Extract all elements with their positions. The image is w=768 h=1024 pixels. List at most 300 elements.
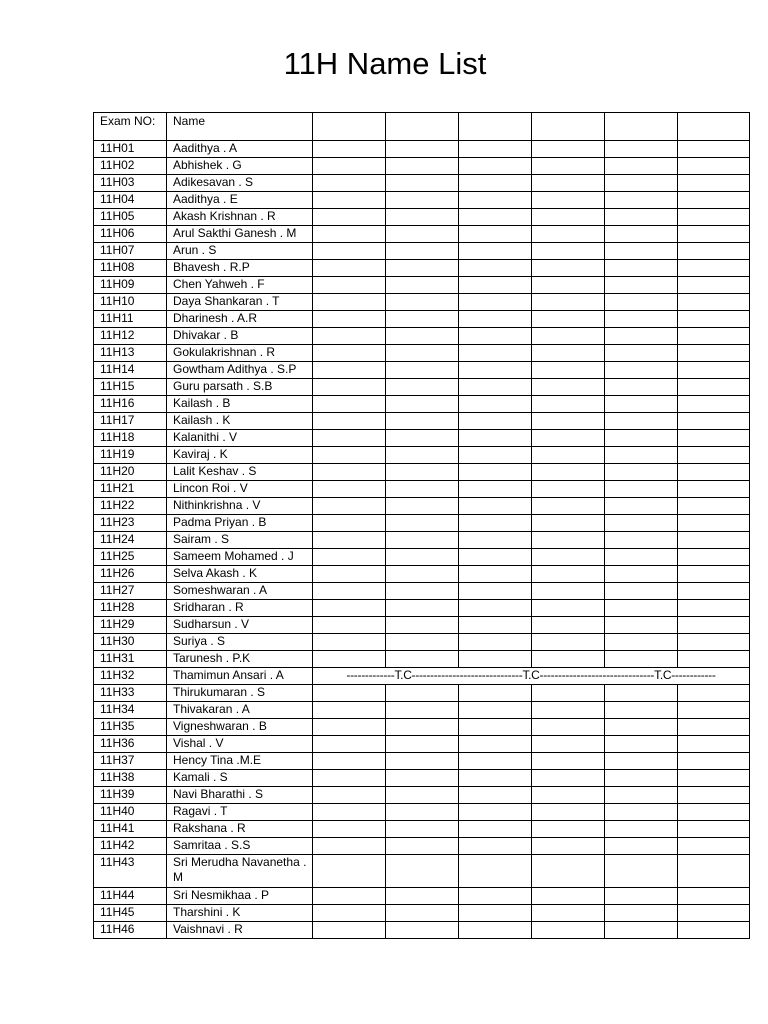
blank-cell bbox=[532, 209, 605, 226]
blank-cell bbox=[313, 770, 386, 787]
table-row bbox=[94, 838, 750, 855]
blank-cell bbox=[678, 770, 750, 787]
table-row bbox=[94, 243, 750, 260]
blank-cell bbox=[678, 804, 750, 821]
blank-cell bbox=[313, 838, 386, 855]
name-cell: Navi Bharathi . S bbox=[167, 787, 313, 804]
blank-cell bbox=[678, 855, 750, 888]
blank-cell bbox=[605, 430, 678, 447]
table-row bbox=[94, 396, 750, 413]
name-cell: Kamali . S bbox=[167, 770, 313, 787]
blank-cell bbox=[605, 481, 678, 498]
name-cell: Sri Nesmikhaa . P bbox=[167, 888, 313, 905]
exam-no-cell: 11H21 bbox=[94, 481, 167, 498]
blank-cell bbox=[386, 141, 459, 158]
name-list-table bbox=[93, 112, 750, 939]
header-name: Name bbox=[167, 113, 313, 141]
blank-cell bbox=[459, 430, 532, 447]
blank-cell bbox=[605, 922, 678, 939]
blank-cell bbox=[678, 821, 750, 838]
blank-cell bbox=[313, 702, 386, 719]
blank-cell bbox=[459, 804, 532, 821]
blank-cell bbox=[313, 634, 386, 651]
table-row bbox=[94, 175, 750, 192]
blank-cell bbox=[386, 617, 459, 634]
name-cell: Thirukumaran . S bbox=[167, 685, 313, 702]
blank-cell bbox=[386, 158, 459, 175]
name-cell: Rakshana . R bbox=[167, 821, 313, 838]
blank-cell bbox=[532, 922, 605, 939]
blank-cell bbox=[605, 277, 678, 294]
blank-cell bbox=[605, 821, 678, 838]
blank-cell bbox=[386, 498, 459, 515]
name-cell: Arul Sakthi Ganesh . M bbox=[167, 226, 313, 243]
blank-cell bbox=[678, 702, 750, 719]
exam-no-cell: 11H17 bbox=[94, 413, 167, 430]
blank-cell bbox=[678, 226, 750, 243]
name-cell: Tarunesh . P.K bbox=[167, 651, 313, 668]
blank-cell bbox=[605, 804, 678, 821]
blank-cell bbox=[678, 905, 750, 922]
exam-no-cell: 11H46 bbox=[94, 922, 167, 939]
blank-cell bbox=[313, 583, 386, 600]
blank-cell bbox=[386, 651, 459, 668]
blank-cell bbox=[459, 481, 532, 498]
blank-cell bbox=[605, 685, 678, 702]
blank-cell bbox=[386, 787, 459, 804]
blank-cell bbox=[459, 345, 532, 362]
exam-no-cell: 11H27 bbox=[94, 583, 167, 600]
blank-cell bbox=[459, 719, 532, 736]
blank-cell bbox=[532, 345, 605, 362]
exam-no-cell: 11H37 bbox=[94, 753, 167, 770]
blank-cell bbox=[532, 532, 605, 549]
blank-cell bbox=[386, 294, 459, 311]
table-row bbox=[94, 922, 750, 939]
blank-cell bbox=[605, 617, 678, 634]
blank-cell bbox=[532, 311, 605, 328]
blank-cell bbox=[678, 447, 750, 464]
blank-cell bbox=[386, 770, 459, 787]
exam-no-cell: 11H23 bbox=[94, 515, 167, 532]
blank-cell bbox=[313, 922, 386, 939]
blank-cell bbox=[532, 855, 605, 888]
blank-cell bbox=[532, 566, 605, 583]
table-row bbox=[94, 192, 750, 209]
blank-cell bbox=[459, 651, 532, 668]
blank-cell bbox=[313, 888, 386, 905]
blank-cell bbox=[532, 481, 605, 498]
blank-cell bbox=[678, 243, 750, 260]
name-cell: Adikesavan . S bbox=[167, 175, 313, 192]
blank-cell bbox=[532, 838, 605, 855]
blank-cell bbox=[313, 566, 386, 583]
blank-cell bbox=[605, 379, 678, 396]
table-row bbox=[94, 600, 750, 617]
blank-cell bbox=[605, 328, 678, 345]
table-row bbox=[94, 821, 750, 838]
blank-cell bbox=[532, 260, 605, 277]
table-row bbox=[94, 362, 750, 379]
page-title: 11H Name List bbox=[283, 46, 487, 81]
blank-cell bbox=[678, 209, 750, 226]
blank-cell bbox=[605, 396, 678, 413]
blank-cell bbox=[313, 787, 386, 804]
blank-cell bbox=[678, 651, 750, 668]
blank-cell bbox=[386, 736, 459, 753]
exam-no-cell: 11H43 bbox=[94, 855, 167, 888]
blank-cell bbox=[678, 600, 750, 617]
blank-cell bbox=[313, 311, 386, 328]
exam-no-cell: 11H44 bbox=[94, 888, 167, 905]
blank-cell bbox=[313, 481, 386, 498]
blank-cell bbox=[313, 736, 386, 753]
blank-cell bbox=[605, 566, 678, 583]
blank-cell bbox=[532, 328, 605, 345]
blank-cell bbox=[459, 617, 532, 634]
blank-cell bbox=[386, 430, 459, 447]
exam-no-cell: 11H03 bbox=[94, 175, 167, 192]
blank-cell bbox=[532, 702, 605, 719]
blank-cell bbox=[605, 192, 678, 209]
blank-cell bbox=[386, 362, 459, 379]
table-row bbox=[94, 294, 750, 311]
blank-cell bbox=[386, 260, 459, 277]
blank-cell bbox=[532, 498, 605, 515]
blank-cell bbox=[678, 141, 750, 158]
blank-cell bbox=[313, 804, 386, 821]
blank-cell bbox=[532, 634, 605, 651]
table-row bbox=[94, 855, 750, 888]
blank-cell bbox=[459, 821, 532, 838]
name-cell: Sameem Mohamed . J bbox=[167, 549, 313, 566]
name-cell: Padma Priyan . B bbox=[167, 515, 313, 532]
blank-cell bbox=[678, 583, 750, 600]
table-row bbox=[94, 685, 750, 702]
blank-cell bbox=[605, 855, 678, 888]
blank-cell bbox=[605, 345, 678, 362]
blank-cell bbox=[313, 158, 386, 175]
blank-cell bbox=[313, 821, 386, 838]
blank-cell bbox=[313, 515, 386, 532]
blank-cell bbox=[386, 753, 459, 770]
blank-cell bbox=[313, 905, 386, 922]
header-exam-no: Exam NO: bbox=[94, 113, 167, 141]
exam-no-cell: 11H31 bbox=[94, 651, 167, 668]
blank-cell bbox=[678, 838, 750, 855]
blank-cell bbox=[459, 413, 532, 430]
name-cell: Lalit Keshav . S bbox=[167, 464, 313, 481]
blank-cell bbox=[532, 294, 605, 311]
exam-no-cell: 11H05 bbox=[94, 209, 167, 226]
blank-cell bbox=[532, 583, 605, 600]
blank-cell bbox=[313, 175, 386, 192]
blank-cell bbox=[386, 175, 459, 192]
blank-cell bbox=[459, 532, 532, 549]
blank-cell bbox=[459, 447, 532, 464]
blank-cell bbox=[678, 396, 750, 413]
exam-no-cell: 11H45 bbox=[94, 905, 167, 922]
blank-cell bbox=[678, 328, 750, 345]
blank-cell bbox=[386, 481, 459, 498]
blank-cell bbox=[459, 175, 532, 192]
table-row bbox=[94, 481, 750, 498]
table-row bbox=[94, 277, 750, 294]
blank-cell bbox=[605, 294, 678, 311]
table-row bbox=[94, 464, 750, 481]
name-cell: Kaviraj . K bbox=[167, 447, 313, 464]
blank-cell bbox=[459, 787, 532, 804]
blank-cell bbox=[459, 888, 532, 905]
blank-cell bbox=[605, 905, 678, 922]
blank-cell bbox=[532, 888, 605, 905]
blank-cell bbox=[313, 447, 386, 464]
blank-cell bbox=[532, 617, 605, 634]
table-row bbox=[94, 888, 750, 905]
name-cell: Someshwaran . A bbox=[167, 583, 313, 600]
table-row bbox=[94, 260, 750, 277]
blank-cell bbox=[313, 260, 386, 277]
blank-cell bbox=[459, 141, 532, 158]
blank-cell bbox=[386, 243, 459, 260]
blank-cell bbox=[678, 311, 750, 328]
name-cell: Sri Merudha Navanetha . M bbox=[167, 855, 313, 888]
table-row bbox=[94, 617, 750, 634]
name-cell: Arun . S bbox=[167, 243, 313, 260]
blank-cell bbox=[678, 345, 750, 362]
blank-cell bbox=[313, 532, 386, 549]
name-cell: Thamimun Ansari . A bbox=[167, 668, 313, 685]
blank-cell bbox=[313, 226, 386, 243]
name-cell: Tharshini . K bbox=[167, 905, 313, 922]
table-row bbox=[94, 226, 750, 243]
blank-cell bbox=[605, 702, 678, 719]
blank-cell bbox=[386, 566, 459, 583]
table-row bbox=[94, 515, 750, 532]
blank-cell bbox=[532, 821, 605, 838]
blank-cell bbox=[459, 311, 532, 328]
blank-cell bbox=[313, 430, 386, 447]
blank-cell bbox=[605, 719, 678, 736]
blank-cell bbox=[386, 345, 459, 362]
name-cell: Sairam . S bbox=[167, 532, 313, 549]
blank-cell bbox=[532, 685, 605, 702]
table-row bbox=[94, 736, 750, 753]
exam-no-cell: 11H30 bbox=[94, 634, 167, 651]
name-cell: Sudharsun . V bbox=[167, 617, 313, 634]
blank-header-cell bbox=[313, 113, 386, 141]
blank-cell bbox=[532, 770, 605, 787]
header-row bbox=[94, 113, 750, 141]
exam-no-cell: 11H01 bbox=[94, 141, 167, 158]
blank-header-cell bbox=[605, 113, 678, 141]
table-row bbox=[94, 430, 750, 447]
blank-cell bbox=[605, 787, 678, 804]
blank-cell bbox=[532, 600, 605, 617]
name-cell: Chen Yahweh . F bbox=[167, 277, 313, 294]
blank-cell bbox=[313, 600, 386, 617]
blank-cell bbox=[678, 888, 750, 905]
blank-cell bbox=[532, 226, 605, 243]
blank-cell bbox=[678, 532, 750, 549]
blank-cell bbox=[313, 396, 386, 413]
blank-cell bbox=[605, 209, 678, 226]
blank-cell bbox=[532, 243, 605, 260]
exam-no-cell: 11H18 bbox=[94, 430, 167, 447]
blank-cell bbox=[313, 345, 386, 362]
blank-cell bbox=[532, 549, 605, 566]
blank-cell bbox=[605, 736, 678, 753]
blank-cell bbox=[313, 753, 386, 770]
blank-cell bbox=[386, 838, 459, 855]
blank-cell bbox=[678, 158, 750, 175]
exam-no-cell: 11H39 bbox=[94, 787, 167, 804]
name-cell: Nithinkrishna . V bbox=[167, 498, 313, 515]
blank-cell bbox=[678, 515, 750, 532]
exam-no-cell: 11H33 bbox=[94, 685, 167, 702]
blank-cell bbox=[386, 532, 459, 549]
blank-cell bbox=[459, 260, 532, 277]
blank-cell bbox=[678, 922, 750, 939]
blank-cell bbox=[386, 719, 459, 736]
blank-cell bbox=[313, 549, 386, 566]
blank-cell bbox=[459, 634, 532, 651]
blank-cell bbox=[386, 600, 459, 617]
blank-cell bbox=[459, 753, 532, 770]
exam-no-cell: 11H06 bbox=[94, 226, 167, 243]
name-cell: Selva Akash . K bbox=[167, 566, 313, 583]
exam-no-cell: 11H13 bbox=[94, 345, 167, 362]
blank-cell bbox=[313, 651, 386, 668]
blank-cell bbox=[459, 158, 532, 175]
name-cell: Ragavi . T bbox=[167, 804, 313, 821]
blank-cell bbox=[313, 379, 386, 396]
table-row bbox=[94, 804, 750, 821]
exam-no-cell: 11H09 bbox=[94, 277, 167, 294]
exam-no-cell: 11H14 bbox=[94, 362, 167, 379]
blank-cell bbox=[532, 905, 605, 922]
blank-cell bbox=[605, 600, 678, 617]
blank-cell bbox=[678, 379, 750, 396]
blank-cell bbox=[605, 362, 678, 379]
name-cell: Kalanithi . V bbox=[167, 430, 313, 447]
blank-header-cell bbox=[386, 113, 459, 141]
exam-no-cell: 11H29 bbox=[94, 617, 167, 634]
table-row bbox=[94, 719, 750, 736]
blank-cell bbox=[386, 379, 459, 396]
exam-no-cell: 11H12 bbox=[94, 328, 167, 345]
blank-cell bbox=[459, 770, 532, 787]
blank-cell bbox=[459, 209, 532, 226]
table-row bbox=[94, 311, 750, 328]
blank-cell bbox=[313, 617, 386, 634]
blank-cell bbox=[678, 192, 750, 209]
blank-cell bbox=[459, 549, 532, 566]
name-cell: Gokulakrishnan . R bbox=[167, 345, 313, 362]
blank-cell bbox=[459, 277, 532, 294]
name-cell: Vishal . V bbox=[167, 736, 313, 753]
blank-cell bbox=[605, 311, 678, 328]
blank-cell bbox=[678, 736, 750, 753]
blank-cell bbox=[678, 175, 750, 192]
exam-no-cell: 11H10 bbox=[94, 294, 167, 311]
table-row bbox=[94, 583, 750, 600]
blank-cell bbox=[313, 498, 386, 515]
exam-no-cell: 11H02 bbox=[94, 158, 167, 175]
blank-header-cell bbox=[459, 113, 532, 141]
table-row bbox=[94, 787, 750, 804]
blank-cell bbox=[386, 888, 459, 905]
blank-cell bbox=[678, 277, 750, 294]
blank-cell bbox=[459, 464, 532, 481]
blank-cell bbox=[678, 430, 750, 447]
name-cell: Vaishnavi . R bbox=[167, 922, 313, 939]
blank-cell bbox=[532, 515, 605, 532]
blank-cell bbox=[386, 583, 459, 600]
blank-cell bbox=[605, 770, 678, 787]
blank-cell bbox=[459, 838, 532, 855]
blank-cell bbox=[386, 464, 459, 481]
blank-cell bbox=[459, 192, 532, 209]
blank-cell bbox=[605, 515, 678, 532]
table-row bbox=[94, 651, 750, 668]
table-row bbox=[94, 345, 750, 362]
name-cell: Aadithya . E bbox=[167, 192, 313, 209]
name-cell: Samritaa . S.S bbox=[167, 838, 313, 855]
blank-cell bbox=[678, 753, 750, 770]
table-row bbox=[94, 209, 750, 226]
blank-cell bbox=[386, 922, 459, 939]
blank-cell bbox=[459, 922, 532, 939]
blank-cell bbox=[386, 311, 459, 328]
blank-cell bbox=[678, 685, 750, 702]
blank-cell bbox=[313, 294, 386, 311]
blank-cell bbox=[386, 685, 459, 702]
exam-no-cell: 11H40 bbox=[94, 804, 167, 821]
name-cell: Daya Shankaran . T bbox=[167, 294, 313, 311]
blank-cell bbox=[678, 719, 750, 736]
blank-cell bbox=[532, 753, 605, 770]
blank-cell bbox=[459, 243, 532, 260]
blank-cell bbox=[313, 719, 386, 736]
blank-cell bbox=[532, 141, 605, 158]
exam-no-cell: 11H15 bbox=[94, 379, 167, 396]
blank-cell bbox=[532, 447, 605, 464]
blank-cell bbox=[678, 413, 750, 430]
exam-no-cell: 11H19 bbox=[94, 447, 167, 464]
name-cell: Guru parsath . S.B bbox=[167, 379, 313, 396]
blank-cell bbox=[313, 141, 386, 158]
exam-no-cell: 11H42 bbox=[94, 838, 167, 855]
blank-cell bbox=[313, 209, 386, 226]
table-row bbox=[94, 413, 750, 430]
table-row bbox=[94, 447, 750, 464]
table-row bbox=[94, 158, 750, 175]
name-cell: Lincon Roi . V bbox=[167, 481, 313, 498]
blank-cell bbox=[678, 634, 750, 651]
blank-cell bbox=[459, 226, 532, 243]
blank-cell bbox=[605, 498, 678, 515]
blank-cell bbox=[459, 583, 532, 600]
exam-no-cell: 11H08 bbox=[94, 260, 167, 277]
blank-cell bbox=[532, 396, 605, 413]
blank-cell bbox=[386, 804, 459, 821]
blank-cell bbox=[532, 719, 605, 736]
table-row bbox=[94, 770, 750, 787]
blank-cell bbox=[459, 396, 532, 413]
blank-cell bbox=[459, 379, 532, 396]
blank-cell bbox=[313, 362, 386, 379]
